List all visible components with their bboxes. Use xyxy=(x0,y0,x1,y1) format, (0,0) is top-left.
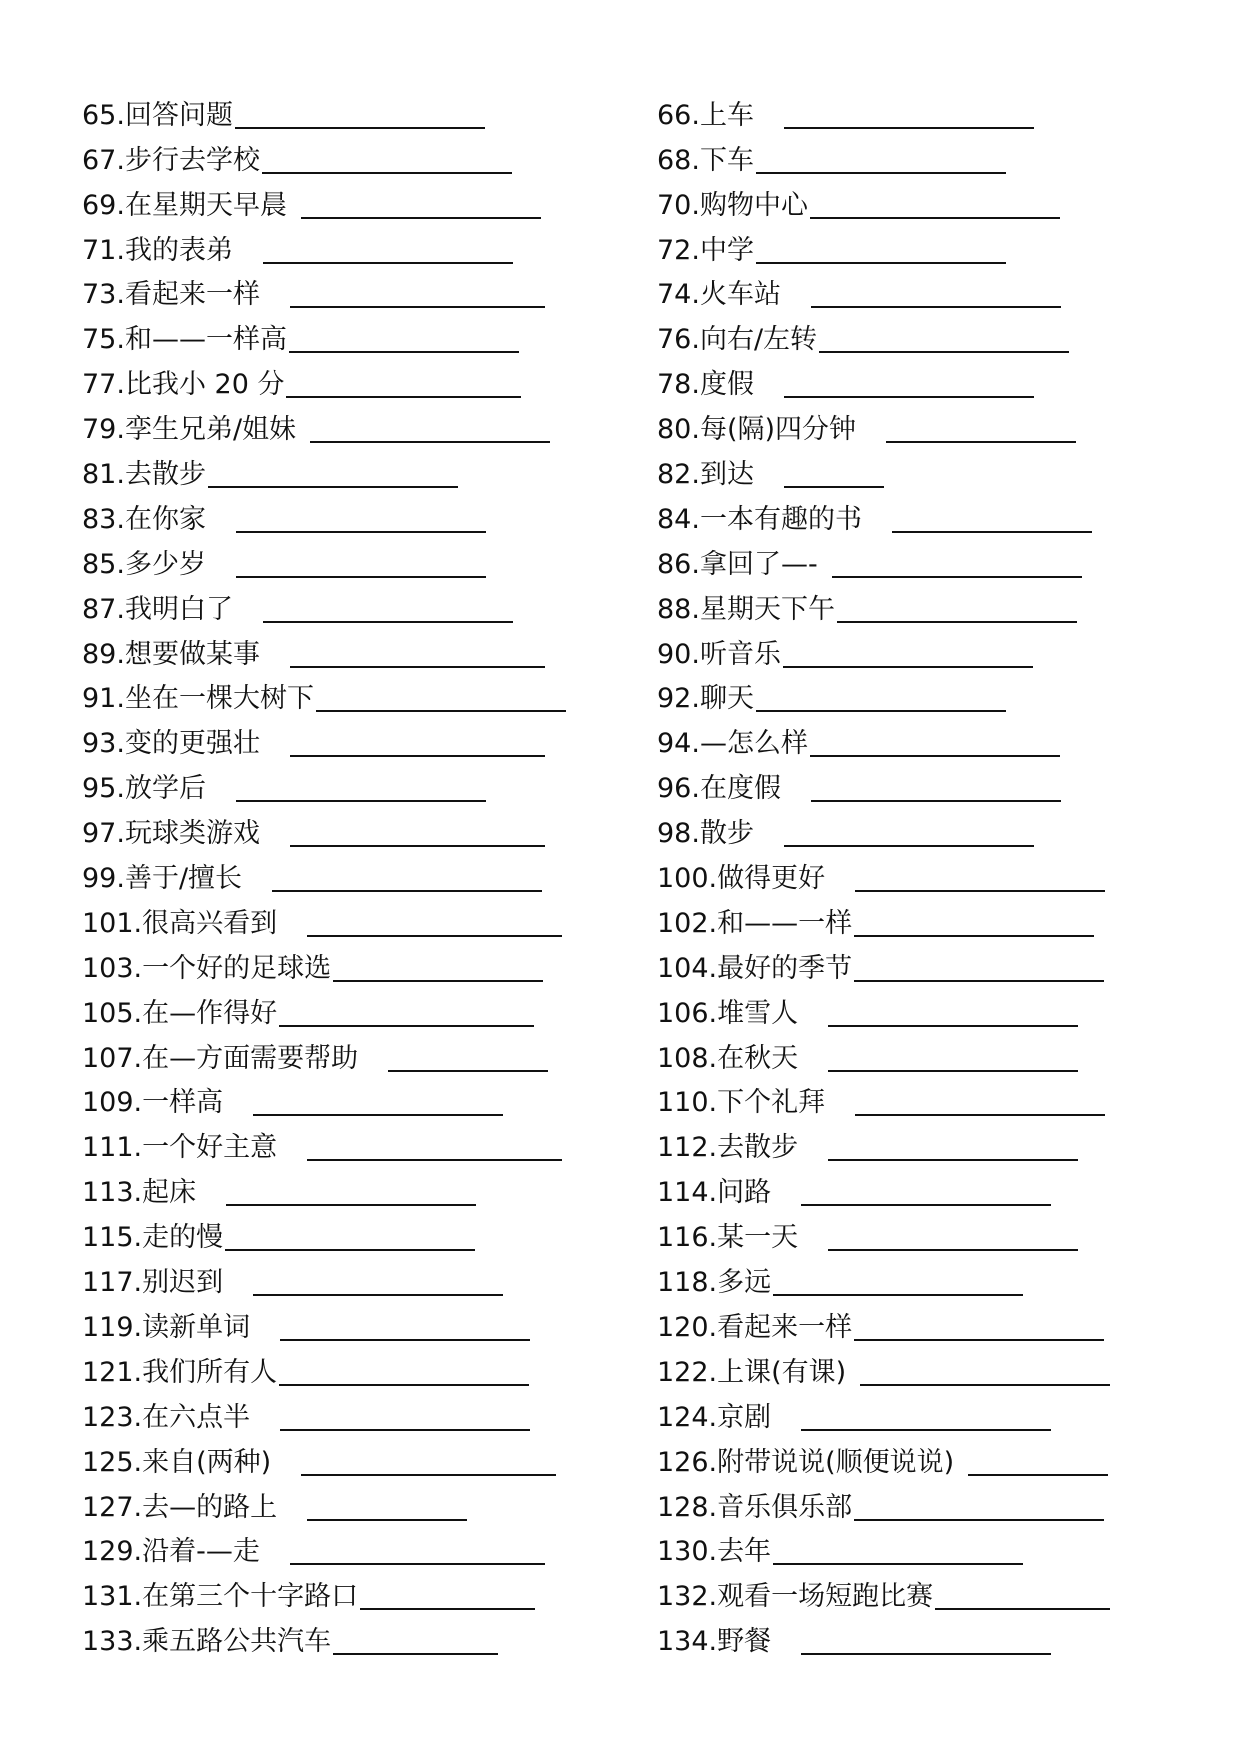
exercise-item xyxy=(82,1482,642,1527)
item-number: 128. xyxy=(657,1491,718,1523)
item-prompt: 坐在一棵大树下 xyxy=(124,683,314,715)
exercise-item xyxy=(82,898,642,943)
item-number: 71. xyxy=(82,234,125,266)
answer-blank-line[interactable] xyxy=(783,665,1033,668)
item-number: 93. xyxy=(82,728,125,760)
answer-blank-line[interactable] xyxy=(263,261,513,264)
exercise-item xyxy=(657,449,1227,494)
exercise-item xyxy=(82,718,642,763)
answer-blank-line[interactable] xyxy=(935,1607,1110,1610)
exercise-item xyxy=(82,1212,642,1257)
item-prompt: 火车站 xyxy=(699,279,781,311)
item-number: 73. xyxy=(82,279,125,311)
item-prompt: 看起来一样 xyxy=(124,279,260,311)
answer-blank-line[interactable] xyxy=(236,575,486,578)
item-number: 127. xyxy=(82,1491,143,1523)
exercise-item xyxy=(657,1122,1227,1167)
exercise-item xyxy=(82,1257,642,1302)
answer-blank-line[interactable] xyxy=(801,1428,1051,1431)
item-prompt: 看起来一样 xyxy=(717,1311,853,1343)
item-number: 99. xyxy=(82,863,125,895)
exercise-item xyxy=(657,1482,1227,1527)
item-number: 81. xyxy=(82,459,125,491)
item-prompt: 和——一样高 xyxy=(124,324,287,356)
item-prompt: 京剧 xyxy=(717,1401,772,1433)
item-prompt: 去年 xyxy=(717,1536,772,1568)
answer-blank-line[interactable] xyxy=(810,754,1060,757)
item-number: 116. xyxy=(657,1222,718,1254)
item-number: 88. xyxy=(657,593,700,625)
exercise-item xyxy=(82,494,642,539)
answer-blank-line[interactable] xyxy=(272,889,542,892)
answer-blank-line[interactable] xyxy=(773,1293,1023,1296)
item-number: 124. xyxy=(657,1401,718,1433)
answer-blank-line[interactable] xyxy=(828,1024,1078,1027)
item-number: 87. xyxy=(82,593,125,625)
exercise-item xyxy=(657,1302,1227,1347)
item-prompt: 多少岁 xyxy=(124,548,206,580)
item-number: 107. xyxy=(82,1042,143,1074)
exercise-item xyxy=(82,1527,642,1572)
item-number: 130. xyxy=(657,1536,718,1568)
answer-blank-line[interactable] xyxy=(756,709,1006,712)
answer-blank-line[interactable] xyxy=(854,979,1104,982)
item-number: 104. xyxy=(657,952,718,984)
exercise-item xyxy=(82,1347,642,1392)
answer-blank-line[interactable] xyxy=(307,1518,467,1521)
exercise-item xyxy=(657,808,1227,853)
item-number: 66. xyxy=(657,99,700,131)
answer-blank-line[interactable] xyxy=(310,440,550,443)
answer-blank-line[interactable] xyxy=(279,1024,534,1027)
item-prompt: 想要做某事 xyxy=(124,638,260,670)
item-number: 95. xyxy=(82,773,125,805)
answer-blank-line[interactable] xyxy=(301,1473,556,1476)
exercise-item xyxy=(657,135,1227,180)
exercise-item xyxy=(82,1616,642,1661)
item-prompt: 玩球类游戏 xyxy=(124,818,260,850)
exercise-item xyxy=(657,225,1227,270)
item-prompt: 散步 xyxy=(699,818,754,850)
item-number: 108. xyxy=(657,1042,718,1074)
answer-blank-line[interactable] xyxy=(837,620,1077,623)
item-number: 78. xyxy=(657,369,700,401)
item-prompt: 度假 xyxy=(699,369,754,401)
item-prompt: 在星期天早晨 xyxy=(124,189,287,221)
answer-blank-line[interactable] xyxy=(286,395,521,398)
item-number: 72. xyxy=(657,234,700,266)
item-number: 101. xyxy=(82,907,143,939)
item-number: 82. xyxy=(657,459,700,491)
item-number: 90. xyxy=(657,638,700,670)
answer-blank-line[interactable] xyxy=(253,1113,503,1116)
item-number: 80. xyxy=(657,414,700,446)
item-number: 84. xyxy=(657,503,700,535)
item-prompt: 下车 xyxy=(699,144,754,176)
left-column xyxy=(82,90,642,1661)
item-prompt: 野餐 xyxy=(717,1626,772,1658)
item-prompt: 起床 xyxy=(142,1177,197,1209)
answer-blank-line[interactable] xyxy=(280,1338,530,1341)
item-number: 113. xyxy=(82,1177,143,1209)
answer-blank-line[interactable] xyxy=(828,1069,1078,1072)
item-number: 96. xyxy=(657,773,700,805)
exercise-item xyxy=(657,494,1227,539)
exercise-item xyxy=(82,539,642,584)
exercise-item xyxy=(657,898,1227,943)
item-number: 89. xyxy=(82,638,125,670)
exercise-item xyxy=(82,359,642,404)
answer-blank-line[interactable] xyxy=(290,754,545,757)
item-prompt: —怎么样 xyxy=(699,728,808,760)
answer-blank-line[interactable] xyxy=(892,530,1092,533)
answer-blank-line[interactable] xyxy=(236,799,486,802)
item-number: 105. xyxy=(82,997,143,1029)
answer-blank-line[interactable] xyxy=(235,126,485,129)
item-number: 102. xyxy=(657,907,718,939)
answer-blank-line[interactable] xyxy=(828,1158,1078,1161)
item-prompt: 走的慢 xyxy=(142,1222,224,1254)
item-prompt: 在度假 xyxy=(699,773,781,805)
answer-blank-line[interactable] xyxy=(307,934,562,937)
item-number: 129. xyxy=(82,1536,143,1568)
answer-blank-line[interactable] xyxy=(333,1652,498,1655)
exercise-item xyxy=(82,135,642,180)
exercise-item xyxy=(657,359,1227,404)
exercise-item xyxy=(657,584,1227,629)
item-number: 97. xyxy=(82,818,125,850)
answer-blank-line[interactable] xyxy=(253,1293,503,1296)
exercise-item xyxy=(82,1033,642,1078)
exercise-item xyxy=(82,1122,642,1167)
item-prompt: 孪生兄弟/姐妹 xyxy=(124,414,297,446)
item-number: 69. xyxy=(82,189,125,221)
item-number: 83. xyxy=(82,503,125,535)
answer-blank-line[interactable] xyxy=(756,261,1006,264)
item-number: 68. xyxy=(657,144,700,176)
right-column xyxy=(657,90,1227,1661)
item-number: 103. xyxy=(82,952,143,984)
answer-blank-line[interactable] xyxy=(801,1203,1051,1206)
item-prompt: 上车 xyxy=(699,99,754,131)
answer-blank-line[interactable] xyxy=(756,171,1006,174)
answer-blank-line[interactable] xyxy=(307,1158,562,1161)
exercise-item xyxy=(82,270,642,315)
answer-blank-line[interactable] xyxy=(811,799,1061,802)
exercise-item xyxy=(657,629,1227,674)
item-prompt: 拿回了—- xyxy=(699,548,818,580)
exercise-item xyxy=(657,1616,1227,1661)
exercise-item xyxy=(82,1392,642,1437)
item-number: 77. xyxy=(82,369,125,401)
item-number: 70. xyxy=(657,189,700,221)
item-prompt: 很高兴看到 xyxy=(142,907,278,939)
exercise-item xyxy=(82,763,642,808)
item-prompt: 变的更强壮 xyxy=(124,728,260,760)
item-number: 75. xyxy=(82,324,125,356)
answer-blank-line[interactable] xyxy=(208,485,458,488)
answer-blank-line[interactable] xyxy=(226,1203,476,1206)
answer-blank-line[interactable] xyxy=(225,1248,475,1251)
answer-blank-line[interactable] xyxy=(854,934,1094,937)
exercise-item xyxy=(657,314,1227,359)
exercise-item xyxy=(657,988,1227,1033)
item-number: 100. xyxy=(657,863,718,895)
item-number: 94. xyxy=(657,728,700,760)
item-prompt: 回答问题 xyxy=(124,99,233,131)
answer-blank-line[interactable] xyxy=(784,126,1034,129)
item-number: 86. xyxy=(657,548,700,580)
item-prompt: 问路 xyxy=(717,1177,772,1209)
exercise-item xyxy=(657,539,1227,584)
answer-blank-line[interactable] xyxy=(854,1338,1104,1341)
item-prompt: 乘五路公共汽车 xyxy=(142,1626,332,1658)
answer-blank-line[interactable] xyxy=(855,1113,1105,1116)
item-prompt: 中学 xyxy=(699,234,754,266)
item-prompt: 来自(两种) xyxy=(142,1446,272,1478)
item-number: 132. xyxy=(657,1581,718,1613)
item-number: 74. xyxy=(657,279,700,311)
item-prompt: 购物中心 xyxy=(699,189,808,221)
item-number: 122. xyxy=(657,1356,718,1388)
item-prompt: 去散步 xyxy=(124,459,206,491)
exercise-item xyxy=(657,718,1227,763)
item-prompt: 我明白了 xyxy=(124,593,233,625)
item-prompt: 去—的路上 xyxy=(142,1491,278,1523)
item-number: 114. xyxy=(657,1177,718,1209)
answer-blank-line[interactable] xyxy=(290,844,545,847)
exercise-item xyxy=(657,1571,1227,1616)
item-prompt: 我们所有人 xyxy=(142,1356,278,1388)
answer-blank-line[interactable] xyxy=(886,440,1076,443)
item-prompt: 到达 xyxy=(699,459,754,491)
answer-blank-line[interactable] xyxy=(828,1248,1078,1251)
answer-blank-line[interactable] xyxy=(360,1607,535,1610)
exercise-item xyxy=(657,763,1227,808)
exercise-item xyxy=(657,270,1227,315)
exercise-item xyxy=(657,853,1227,898)
item-number: 67. xyxy=(82,144,125,176)
exercise-item xyxy=(657,1257,1227,1302)
exercise-item xyxy=(657,943,1227,988)
exercise-item xyxy=(657,1078,1227,1123)
exercise-item xyxy=(82,90,642,135)
item-number: 126. xyxy=(657,1446,718,1478)
answer-blank-line[interactable] xyxy=(262,171,512,174)
exercise-item xyxy=(82,674,642,719)
item-number: 110. xyxy=(657,1087,718,1119)
answer-blank-line[interactable] xyxy=(289,350,519,353)
answer-blank-line[interactable] xyxy=(860,1383,1110,1386)
exercise-item xyxy=(82,629,642,674)
item-prompt: 在你家 xyxy=(124,503,206,535)
item-prompt: 我的表弟 xyxy=(124,234,233,266)
item-number: 92. xyxy=(657,683,700,715)
exercise-item xyxy=(657,674,1227,719)
item-number: 85. xyxy=(82,548,125,580)
item-prompt: 别迟到 xyxy=(142,1267,224,1299)
item-number: 119. xyxy=(82,1311,143,1343)
answer-blank-line[interactable] xyxy=(316,709,566,712)
item-number: 106. xyxy=(657,997,718,1029)
exercise-item xyxy=(82,943,642,988)
item-prompt: 在六点半 xyxy=(142,1401,251,1433)
item-prompt: 听音乐 xyxy=(699,638,781,670)
item-number: 65. xyxy=(82,99,125,131)
exercise-item xyxy=(657,1033,1227,1078)
item-number: 111. xyxy=(82,1132,143,1164)
exercise-item xyxy=(82,1437,642,1482)
item-number: 121. xyxy=(82,1356,143,1388)
item-number: 131. xyxy=(82,1581,143,1613)
item-prompt: 上课(有课) xyxy=(717,1356,847,1388)
item-prompt: 在秋天 xyxy=(717,1042,799,1074)
item-prompt: 最好的季节 xyxy=(717,952,853,984)
exercise-item xyxy=(82,1078,642,1123)
answer-blank-line[interactable] xyxy=(832,575,1082,578)
item-prompt: 读新单词 xyxy=(142,1311,251,1343)
answer-blank-line[interactable] xyxy=(968,1473,1108,1476)
answer-blank-line[interactable] xyxy=(855,889,1105,892)
exercise-item xyxy=(657,1167,1227,1212)
item-prompt: 聊天 xyxy=(699,683,754,715)
item-prompt: 善于/擅长 xyxy=(124,863,243,895)
item-prompt: 一样高 xyxy=(142,1087,224,1119)
item-prompt: 比我小 20 分 xyxy=(124,369,285,401)
answer-blank-line[interactable] xyxy=(280,1428,530,1431)
answer-blank-line[interactable] xyxy=(290,305,545,308)
item-prompt: 堆雪人 xyxy=(717,997,799,1029)
answer-blank-line[interactable] xyxy=(784,485,884,488)
item-prompt: 在—作得好 xyxy=(142,997,278,1029)
answer-blank-line[interactable] xyxy=(810,216,1060,219)
item-prompt: 多远 xyxy=(717,1267,772,1299)
item-prompt: 附带说说(顺便说说) xyxy=(717,1446,955,1478)
item-number: 98. xyxy=(657,818,700,850)
exercise-item xyxy=(82,449,642,494)
exercise-item xyxy=(82,853,642,898)
item-prompt: 下个礼拜 xyxy=(717,1087,826,1119)
answer-blank-line[interactable] xyxy=(801,1652,1051,1655)
exercise-item xyxy=(82,404,642,449)
item-prompt: 一本有趣的书 xyxy=(699,503,862,535)
exercise-item xyxy=(82,584,642,629)
answer-blank-line[interactable] xyxy=(236,530,486,533)
answer-blank-line[interactable] xyxy=(784,844,1034,847)
exercise-item xyxy=(82,1302,642,1347)
item-prompt: 一个好的足球选 xyxy=(142,952,332,984)
answer-blank-line[interactable] xyxy=(263,620,513,623)
item-prompt: 音乐俱乐部 xyxy=(717,1491,853,1523)
item-prompt: 向右/左转 xyxy=(699,324,818,356)
item-number: 79. xyxy=(82,414,125,446)
exercise-item xyxy=(657,1212,1227,1257)
exercise-item xyxy=(657,1527,1227,1572)
exercise-item xyxy=(657,1437,1227,1482)
item-number: 112. xyxy=(657,1132,718,1164)
answer-blank-line[interactable] xyxy=(279,1383,529,1386)
answer-blank-line[interactable] xyxy=(301,216,541,219)
item-prompt: 每(隔)四分钟 xyxy=(699,414,857,446)
item-prompt: 去散步 xyxy=(717,1132,799,1164)
answer-blank-line[interactable] xyxy=(811,305,1061,308)
answer-blank-line[interactable] xyxy=(290,1562,545,1565)
answer-blank-line[interactable] xyxy=(333,979,543,982)
exercise-item xyxy=(82,1571,642,1616)
item-number: 123. xyxy=(82,1401,143,1433)
item-number: 125. xyxy=(82,1446,143,1478)
exercise-item xyxy=(82,314,642,359)
item-prompt: 做得更好 xyxy=(717,863,826,895)
exercise-item xyxy=(657,404,1227,449)
item-prompt: 星期天下午 xyxy=(699,593,835,625)
item-prompt: 在第三个十字路口 xyxy=(142,1581,359,1613)
exercise-item xyxy=(657,180,1227,225)
answer-blank-line[interactable] xyxy=(819,350,1069,353)
answer-blank-line[interactable] xyxy=(784,395,1034,398)
answer-blank-line[interactable] xyxy=(290,665,545,668)
answer-blank-line[interactable] xyxy=(388,1069,548,1072)
exercise-item xyxy=(82,1167,642,1212)
item-prompt: 放学后 xyxy=(124,773,206,805)
answer-blank-line[interactable] xyxy=(773,1562,1023,1565)
item-number: 134. xyxy=(657,1626,718,1658)
item-number: 76. xyxy=(657,324,700,356)
item-prompt: 在—方面需要帮助 xyxy=(142,1042,359,1074)
item-prompt: 沿着-—走 xyxy=(142,1536,260,1568)
item-number: 117. xyxy=(82,1267,143,1299)
item-prompt: 和——一样 xyxy=(717,907,853,939)
exercise-item xyxy=(82,225,642,270)
exercise-item xyxy=(82,180,642,225)
answer-blank-line[interactable] xyxy=(854,1518,1104,1521)
item-number: 109. xyxy=(82,1087,143,1119)
item-number: 115. xyxy=(82,1222,143,1254)
item-prompt: 一个好主意 xyxy=(142,1132,278,1164)
exercise-item xyxy=(657,1347,1227,1392)
exercise-item xyxy=(657,1392,1227,1437)
exercise-item xyxy=(657,90,1227,135)
item-number: 91. xyxy=(82,683,125,715)
item-number: 120. xyxy=(657,1311,718,1343)
item-prompt: 步行去学校 xyxy=(124,144,260,176)
item-number: 118. xyxy=(657,1267,718,1299)
item-prompt: 某一天 xyxy=(717,1222,799,1254)
exercise-item xyxy=(82,808,642,853)
item-prompt: 观看一场短跑比赛 xyxy=(717,1581,934,1613)
exercise-item xyxy=(82,988,642,1033)
item-number: 133. xyxy=(82,1626,143,1658)
